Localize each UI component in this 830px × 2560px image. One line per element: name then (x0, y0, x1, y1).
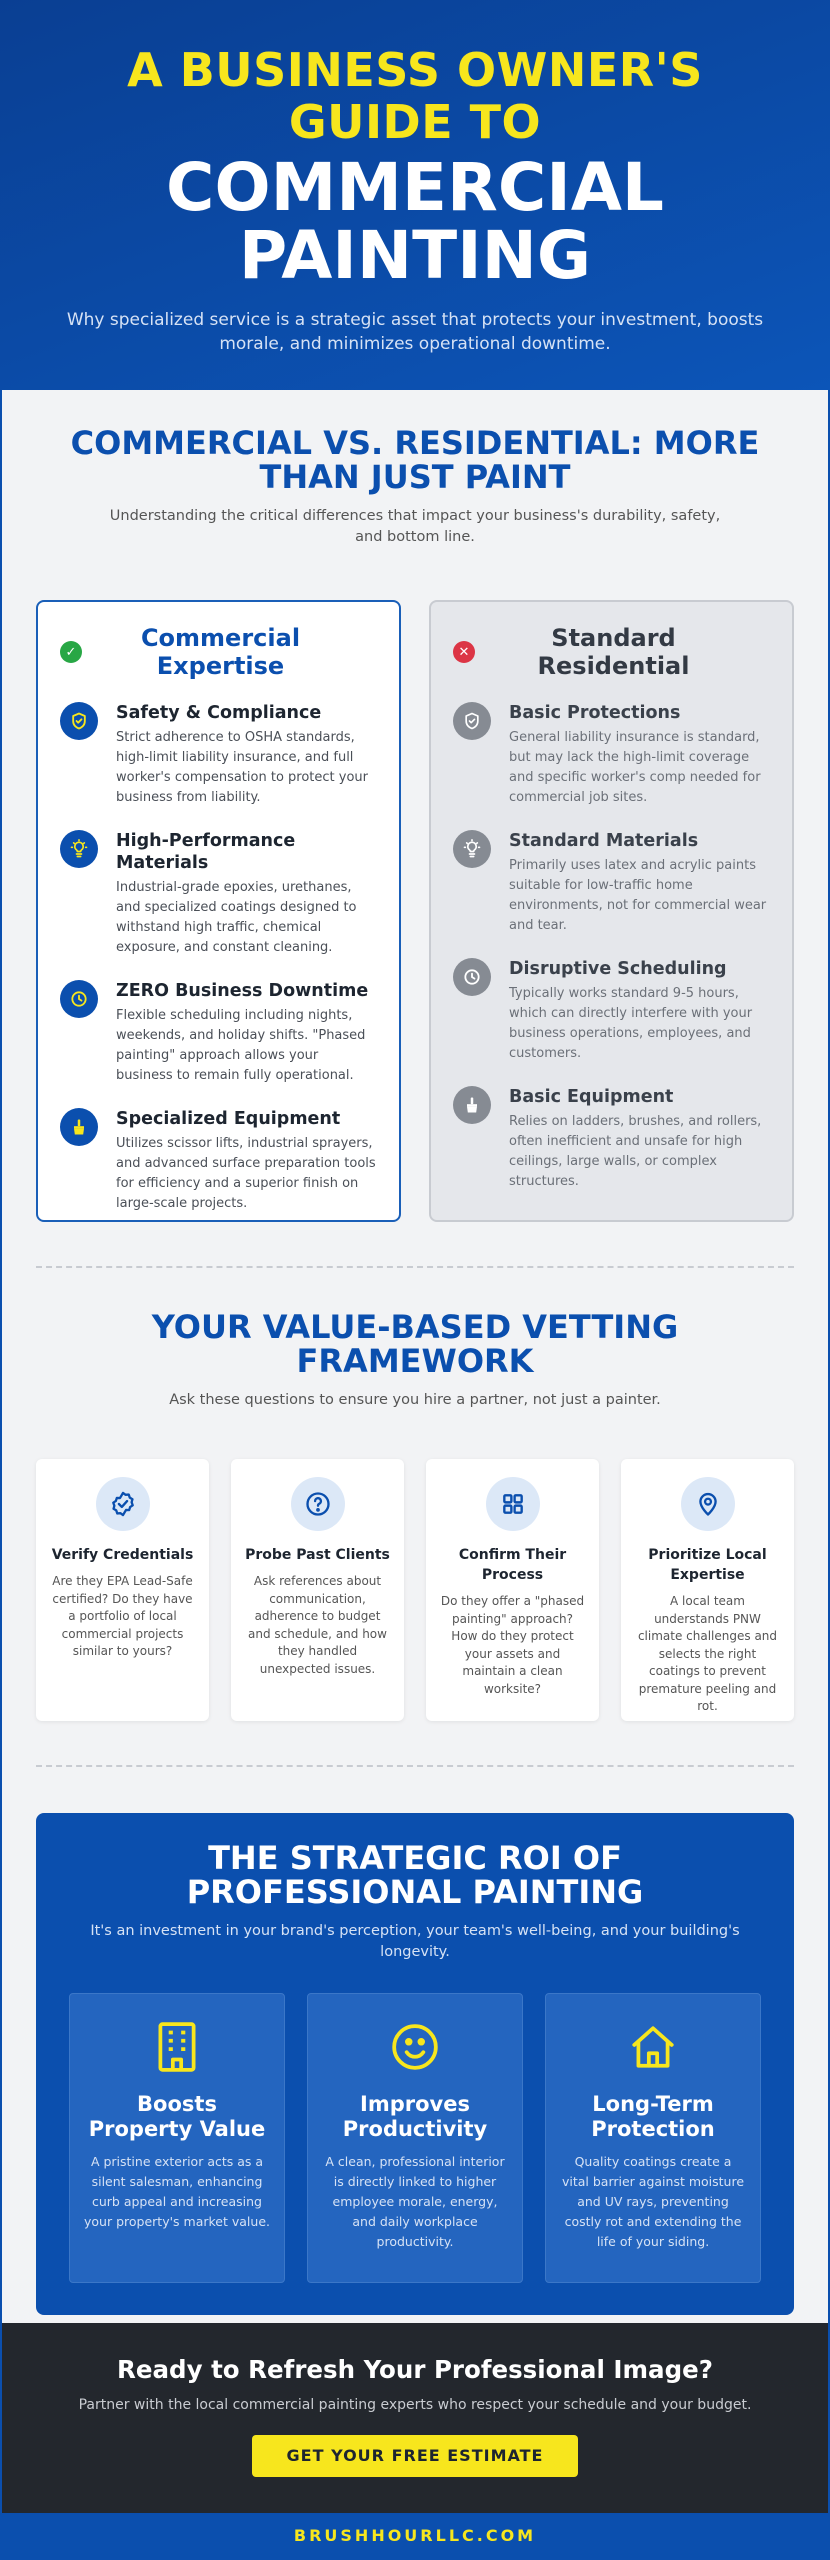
vetting-title: YOUR VALUE-BASED VETTING FRAMEWORK (151, 1308, 679, 1380)
comparison-subtitle: Understanding the critical differences that impact your business's durability, safety, and bottom line. (109, 508, 721, 545)
home-icon (560, 2020, 746, 2074)
grid-icon (486, 1477, 540, 1531)
vetting-card-text: Do they offer a "phased painting" approach? How do they protect your assets and maintain a clean worksite? (440, 1594, 585, 1696)
standard-item-text: General liability insurance is standard, but may lack the high-limit coverage and specific worker's comp needed for commercial job sites. (509, 730, 761, 805)
footer (0, 2513, 830, 2558)
paint-brush-icon (453, 1086, 491, 1124)
roi-subtitle: It's an investment in your brand's perception, your team's well-being, and your building's longevity. (90, 1923, 740, 1960)
standard-card-header (453, 624, 770, 680)
roi-section (36, 1813, 794, 2315)
vetting-card (36, 1459, 209, 1721)
hero-subtitle: Why specialized service is a strategic asset that protects your investment, boosts morale, and minimizes operational downtime. (66, 310, 764, 354)
commercial-item-text: Utilizes scissor lifts, industrial sprayers, and advanced surface preparation tools for efficiency and a superior finish on large-scale projects. (116, 1136, 376, 1211)
commercial-item (60, 980, 377, 1086)
standard-item-title: Standard Materials (509, 831, 699, 851)
standard-item-title: Basic Protections (509, 703, 681, 723)
commercial-item (60, 830, 377, 958)
question-icon (291, 1477, 345, 1531)
hero-title-main: COMMERCIAL PAINTING (166, 149, 664, 294)
commercial-item-text: Flexible scheduling including nights, weekends, and holiday shifts. "Phased painting" approach allows your business to remain fully operational. (116, 1008, 366, 1083)
smiley-icon (322, 2020, 508, 2074)
comparison-title: COMMERCIAL VS. RESIDENTIAL: MORE THAN JUST PAINT (70, 424, 760, 496)
commercial-item-text: Strict adherence to OSHA standards, high-limit liability insurance, and full worker's compensation to protect your business from liability. (116, 730, 368, 805)
standard-card (429, 600, 794, 1222)
building-icon (84, 2020, 270, 2074)
roi-card-title: Boosts Property Value (88, 2092, 266, 2141)
hero-title-top: A BUSINESS OWNER'S GUIDE TO (127, 43, 703, 149)
commercial-card-header (60, 624, 377, 680)
roi-card (545, 1993, 761, 2283)
roi-title: THE STRATEGIC ROI OF PROFESSIONAL PAINTING (186, 1839, 644, 1911)
commercial-card (36, 600, 401, 1222)
vetting-card-title: Prioritize Local Expertise (648, 1547, 767, 1583)
commercial-item-title: Safety & Compliance (116, 703, 322, 723)
location-pin-icon (681, 1477, 735, 1531)
paint-brush-icon (60, 1108, 98, 1146)
comparison-section (2, 390, 828, 1222)
vetting-card-text: A local team understands PNW climate challenges and selects the right coatings to prevent premature peeling and rot. (637, 1594, 778, 1713)
standard-item (453, 830, 770, 936)
standard-item-text: Relies on ladders, brushes, and rollers, often inefficient and unsafe for high ceilings, large walls, or complex structures. (509, 1114, 762, 1189)
main-content (2, 390, 828, 2323)
roi-card-title: Improves Productivity (342, 2092, 488, 2141)
vetting-card-title: Confirm Their Process (458, 1547, 567, 1583)
vetting-card (621, 1459, 794, 1721)
shield-icon (453, 702, 491, 740)
hero-section (0, 0, 830, 390)
lightbulb-icon (453, 830, 491, 868)
lightbulb-icon (60, 830, 98, 868)
vetting-section (2, 1268, 828, 1721)
x-circle-icon: ✕ (453, 641, 475, 663)
commercial-item-title: Specialized Equipment (116, 1109, 341, 1129)
shield-check-icon (60, 702, 98, 740)
clock-icon (60, 980, 98, 1018)
roi-card (307, 1993, 523, 2283)
roi-card-text: A clean, professional interior is directly linked to higher employee morale, energy, and daily workplace productivity. (325, 2154, 505, 2249)
commercial-item (60, 702, 377, 808)
vetting-card-text: Are they EPA Lead-Safe certified? Do they have a portfolio of local commercial projects similar to yours? (52, 1574, 193, 1658)
roi-cards (36, 1993, 794, 2283)
cta-title: Ready to Refresh Your Professional Image? (117, 2355, 713, 2384)
site-link[interactable]: BRUSHHOURLLC.COM (293, 2526, 537, 2545)
commercial-item-title: High-Performance Materials (116, 831, 296, 873)
commercial-item-text: Industrial-grade epoxies, urethanes, and specialized coatings designed to withstand high traffic, chemical exposure, and constant cleaning. (116, 880, 357, 955)
free-estimate-button[interactable]: GET YOUR FREE ESTIMATE (252, 2435, 578, 2477)
roi-card-text: A pristine exterior acts as a silent salesman, enhancing curb appeal and increasing your property's market value. (84, 2154, 270, 2229)
vetting-card-title: Probe Past Clients (245, 1547, 390, 1563)
vetting-card (426, 1459, 599, 1721)
standard-item-title: Disruptive Scheduling (509, 959, 727, 979)
commercial-card-title: Commercial Expertise (140, 624, 301, 680)
clock-icon (453, 958, 491, 996)
commercial-item-title: ZERO Business Downtime (116, 981, 369, 1001)
standard-item-title: Basic Equipment (509, 1087, 674, 1107)
standard-card-title: Standard Residential (537, 624, 690, 680)
roi-card-text: Quality coatings create a vital barrier against moisture and UV rays, preventing costly rot and extending the life of your siding. (561, 2154, 745, 2249)
commercial-item (60, 1108, 377, 1214)
vetting-cards (2, 1459, 828, 1721)
standard-item-text: Typically works standard 9-5 hours, which can directly interfere with your business operations, employees, and customers. (509, 986, 753, 1061)
standard-item (453, 958, 770, 1064)
vetting-subtitle: Ask these questions to ensure you hire a partner, not just a painter. (169, 1392, 661, 1408)
vetting-card-text: Ask references about communication, adherence to budget and schedule, and how they handled unexpected issues. (248, 1574, 387, 1676)
standard-item (453, 1086, 770, 1192)
cta-section (2, 2323, 828, 2513)
roi-card (69, 1993, 285, 2283)
vetting-card-title: Verify Credentials (51, 1547, 194, 1563)
vetting-card (231, 1459, 404, 1721)
section-divider (36, 1765, 794, 1767)
roi-card-title: Long-Term Protection (591, 2092, 715, 2141)
comparison-cards (2, 600, 828, 1222)
cta-subtitle: Partner with the local commercial painting experts who respect your schedule and your budget. (78, 2397, 752, 2413)
check-badge-icon (96, 1477, 150, 1531)
standard-item-text: Primarily uses latex and acrylic paints suitable for low-traffic home environments, not for commercial wear and tear. (509, 858, 767, 933)
check-circle-icon: ✓ (60, 641, 82, 663)
standard-item (453, 702, 770, 808)
